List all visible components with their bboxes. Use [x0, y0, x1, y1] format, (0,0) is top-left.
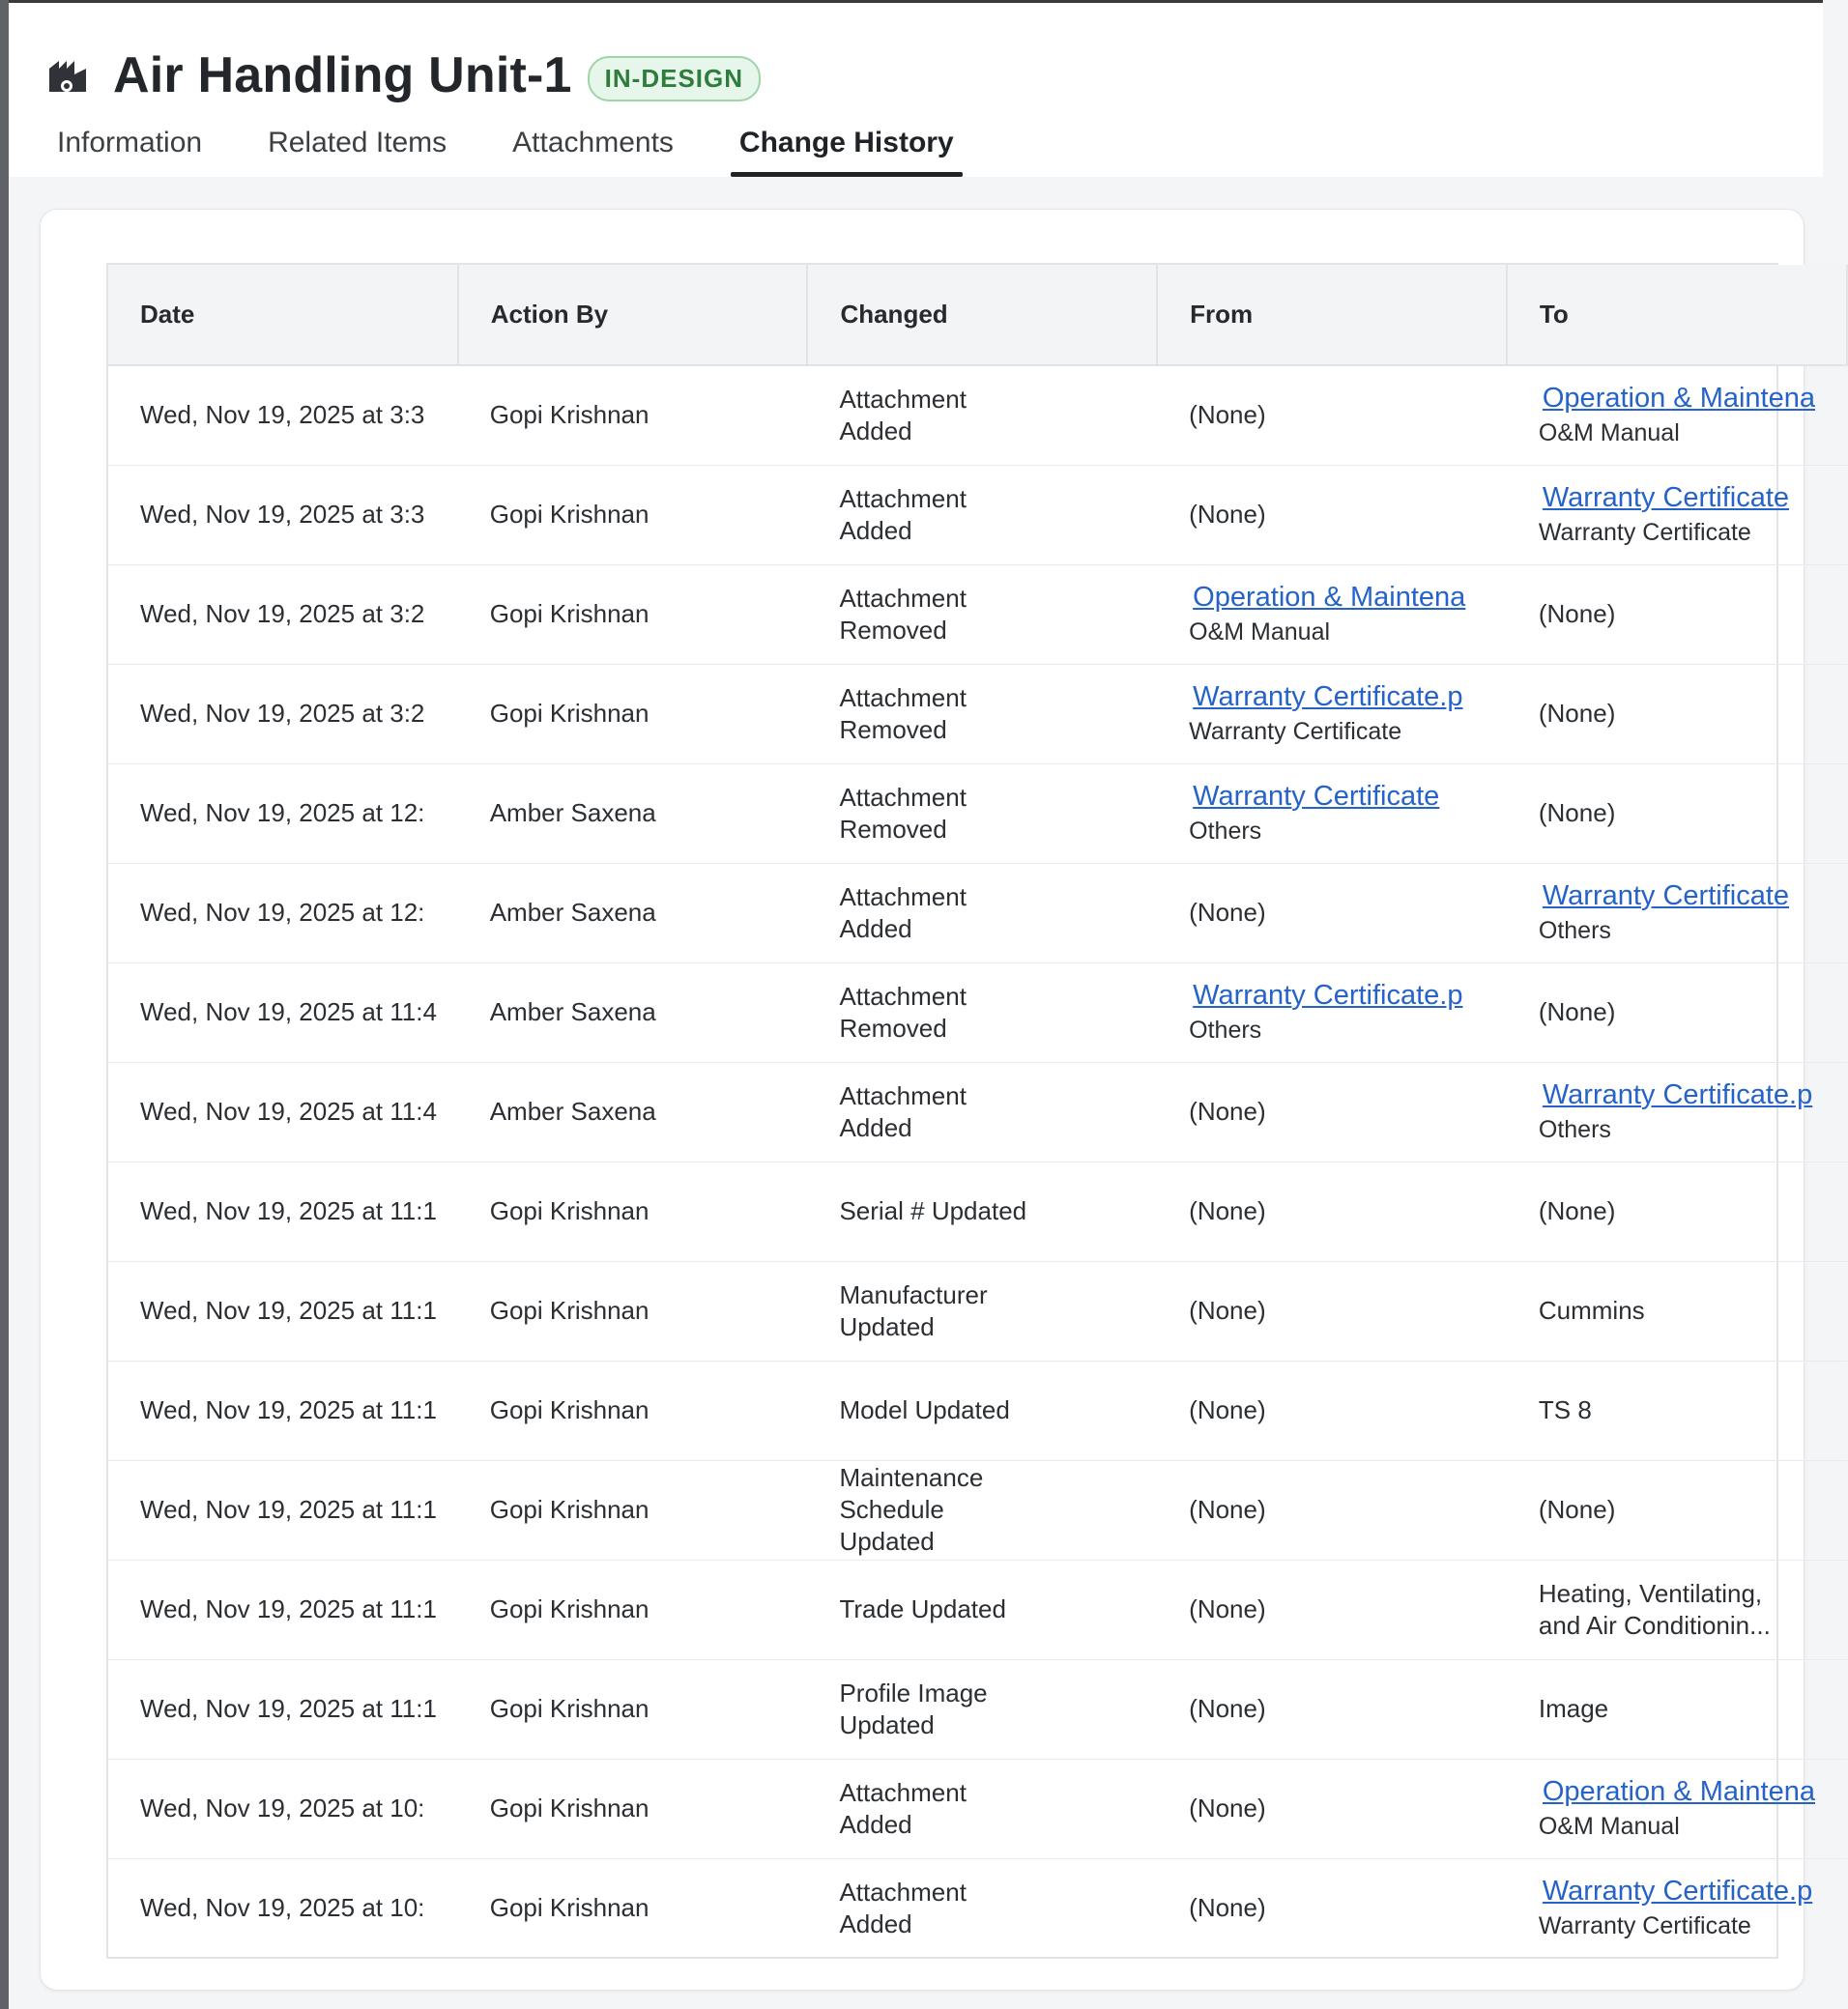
- table-body: [108, 365, 1847, 1958]
- action-by-value: Gopi Krishnan: [489, 1395, 650, 1424]
- date-value: Wed, Nov 19, 2025 at 12:: [140, 798, 425, 827]
- changed-value: Attachment Removed: [839, 682, 967, 744]
- column-header-to[interactable]: To: [1507, 265, 1847, 365]
- column-header-changed[interactable]: Changed: [807, 265, 1157, 365]
- cell-changed: [807, 1261, 1157, 1361]
- table-row[interactable]: [108, 1062, 1847, 1162]
- cell-from: [1157, 664, 1507, 763]
- table-row[interactable]: [108, 1361, 1847, 1460]
- cell-date: [108, 1062, 458, 1162]
- to-value: (None): [1538, 1196, 1616, 1225]
- table-row[interactable]: [108, 1261, 1847, 1361]
- to-attachment-category: O&M Manual: [1538, 418, 1680, 446]
- change-history-card: [40, 209, 1815, 1991]
- action-by-value: Gopi Krishnan: [489, 1196, 650, 1225]
- from-attachment-link[interactable]: Warranty Certificate.p: [1193, 680, 1463, 712]
- table-row[interactable]: [108, 763, 1847, 863]
- table-row[interactable]: [108, 1858, 1847, 1958]
- page-title: Air Handling Unit-1: [113, 47, 572, 103]
- date-value: Wed, Nov 19, 2025 at 11:1: [140, 1694, 437, 1723]
- changed-value: Attachment Added: [839, 1877, 967, 1938]
- date-value: Wed, Nov 19, 2025 at 11:1: [140, 1495, 437, 1524]
- cell-from: [1157, 564, 1507, 664]
- cell-from: [1157, 863, 1507, 962]
- cell-date: [108, 1261, 458, 1361]
- action-by-value: Gopi Krishnan: [489, 1296, 650, 1325]
- to-attachment-category: Others: [1538, 916, 1611, 944]
- cell-changed: [807, 1759, 1157, 1858]
- from-value: (None): [1189, 1296, 1266, 1325]
- cell-date: [108, 1858, 458, 1958]
- to-value: (None): [1538, 798, 1616, 827]
- cell-action-by: [458, 1460, 808, 1560]
- action-by-value: Amber Saxena: [489, 1097, 656, 1126]
- to-attachment-category: Warranty Certificate: [1538, 1911, 1751, 1939]
- to-attachment-category: Others: [1538, 1115, 1611, 1143]
- changed-value: Attachment Added: [839, 384, 967, 445]
- cell-action-by: [458, 664, 808, 763]
- changed-value: Trade Updated: [839, 1594, 1006, 1623]
- table-row[interactable]: [108, 1560, 1847, 1659]
- action-by-value: Amber Saxena: [489, 997, 656, 1026]
- cell-date: [108, 1560, 458, 1659]
- to-attachment-link[interactable]: Warranty Certificate: [1542, 481, 1790, 513]
- table-header-row: [108, 265, 1847, 365]
- cell-to: [1507, 1858, 1847, 1958]
- cell-action-by: [458, 1261, 808, 1361]
- changed-value: Attachment Added: [839, 1080, 967, 1142]
- cell-action-by: [458, 1361, 808, 1460]
- action-by-value: Gopi Krishnan: [489, 1694, 650, 1723]
- cell-changed: [807, 1858, 1157, 1958]
- to-value: TS 8: [1538, 1395, 1592, 1424]
- tab-related-items[interactable]: Related Items: [268, 127, 448, 158]
- date-value: Wed, Nov 19, 2025 at 10:: [140, 1794, 425, 1822]
- action-by-value: Gopi Krishnan: [489, 400, 650, 430]
- from-attachment-category: O&M Manual: [1189, 617, 1331, 646]
- cell-changed: [807, 763, 1157, 863]
- change-history-table-container[interactable]: [106, 263, 1815, 1959]
- table-row[interactable]: [108, 1162, 1847, 1261]
- date-value: Wed, Nov 19, 2025 at 11:4: [140, 997, 437, 1026]
- cell-to: [1507, 465, 1847, 564]
- date-value: Wed, Nov 19, 2025 at 3:3: [140, 500, 425, 529]
- action-by-value: Gopi Krishnan: [489, 599, 650, 628]
- table-row[interactable]: [108, 664, 1847, 763]
- to-attachment-link[interactable]: Warranty Certificate.p: [1542, 1078, 1813, 1110]
- cell-action-by: [458, 1062, 808, 1162]
- window-left-edge: [0, 0, 9, 2009]
- table-row[interactable]: [108, 365, 1847, 465]
- action-by-value: Gopi Krishnan: [489, 1495, 650, 1524]
- cell-date: [108, 465, 458, 564]
- changed-value: Manufacturer Updated: [839, 1279, 988, 1341]
- column-header-date[interactable]: Date: [108, 265, 458, 365]
- changed-value: Serial # Updated: [839, 1196, 1027, 1225]
- page-header: [9, 3, 1823, 177]
- cell-changed: [807, 1659, 1157, 1759]
- from-value: (None): [1189, 1196, 1266, 1225]
- cell-action-by: [458, 1560, 808, 1659]
- cell-from: [1157, 962, 1507, 1062]
- from-value: (None): [1189, 400, 1266, 430]
- action-by-value: Gopi Krishnan: [489, 699, 650, 728]
- to-attachment-link[interactable]: Operation & Maintena: [1542, 382, 1815, 414]
- cell-changed: [807, 863, 1157, 962]
- tab-attachments[interactable]: Attachments: [512, 127, 674, 158]
- table-row[interactable]: [108, 962, 1847, 1062]
- table-row[interactable]: [108, 564, 1847, 664]
- cell-changed: [807, 564, 1157, 664]
- from-attachment-link[interactable]: Warranty Certificate.p: [1193, 979, 1463, 1011]
- cell-changed: [807, 1062, 1157, 1162]
- date-value: Wed, Nov 19, 2025 at 11:1: [140, 1196, 437, 1225]
- to-value: (None): [1538, 1495, 1616, 1524]
- cell-from: [1157, 1460, 1507, 1560]
- cell-date: [108, 763, 458, 863]
- cell-from: [1157, 1759, 1507, 1858]
- cell-from: [1157, 1162, 1507, 1261]
- cell-action-by: [458, 465, 808, 564]
- cell-to: [1507, 564, 1847, 664]
- cell-date: [108, 1659, 458, 1759]
- action-by-value: Amber Saxena: [489, 798, 656, 827]
- action-by-value: Gopi Krishnan: [489, 1794, 650, 1822]
- cell-date: [108, 564, 458, 664]
- from-value: (None): [1189, 1594, 1266, 1623]
- date-value: Wed, Nov 19, 2025 at 3:2: [140, 699, 425, 728]
- cell-action-by: [458, 1659, 808, 1759]
- cell-from: [1157, 1659, 1507, 1759]
- cell-changed: [807, 664, 1157, 763]
- date-value: Wed, Nov 19, 2025 at 10:: [140, 1893, 425, 1923]
- changed-value: Attachment Removed: [839, 583, 967, 645]
- cell-from: [1157, 1858, 1507, 1958]
- to-value: Cummins: [1538, 1296, 1645, 1325]
- cell-changed: [807, 465, 1157, 564]
- cell-from: [1157, 465, 1507, 564]
- changed-value: Attachment Added: [839, 881, 967, 943]
- date-value: Wed, Nov 19, 2025 at 12:: [140, 898, 425, 927]
- date-value: Wed, Nov 19, 2025 at 11:1: [140, 1296, 437, 1325]
- cell-date: [108, 1162, 458, 1261]
- date-value: Wed, Nov 19, 2025 at 11:1: [140, 1594, 437, 1623]
- from-value: (None): [1189, 500, 1266, 529]
- cell-action-by: [458, 1759, 808, 1858]
- from-value: (None): [1189, 1097, 1266, 1126]
- cell-date: [108, 1460, 458, 1560]
- cell-date: [108, 664, 458, 763]
- column-header-from[interactable]: From: [1157, 265, 1507, 365]
- tab-change-history[interactable]: Change History: [731, 117, 963, 177]
- cell-changed: [807, 1361, 1157, 1460]
- cell-changed: [807, 1560, 1157, 1659]
- to-value: (None): [1538, 997, 1616, 1026]
- to-attachment-category: O&M Manual: [1538, 1812, 1680, 1840]
- action-by-value: Amber Saxena: [489, 898, 656, 927]
- to-value: (None): [1538, 699, 1616, 728]
- column-header-action-by[interactable]: Action By: [458, 265, 808, 365]
- from-value: (None): [1189, 1694, 1266, 1723]
- cell-date: [108, 962, 458, 1062]
- from-value: (None): [1189, 1893, 1266, 1923]
- tab-bar: [48, 117, 1011, 177]
- cell-to: [1507, 365, 1847, 465]
- cell-action-by: [458, 1162, 808, 1261]
- to-value: (None): [1538, 599, 1616, 628]
- from-attachment-category: Warranty Certificate: [1189, 717, 1402, 745]
- to-attachment-link[interactable]: Warranty Certificate.p: [1542, 1875, 1813, 1907]
- cell-action-by: [458, 763, 808, 863]
- status-badge: IN-DESIGN: [588, 56, 761, 101]
- from-value: (None): [1189, 898, 1266, 927]
- title-row: [43, 42, 761, 109]
- cell-changed: [807, 1460, 1157, 1560]
- cell-from: [1157, 1261, 1507, 1361]
- to-attachment-category: Warranty Certificate: [1538, 518, 1751, 546]
- cell-to: [1507, 1460, 1847, 1560]
- cell-date: [108, 365, 458, 465]
- changed-value: Attachment Added: [839, 1777, 967, 1839]
- changed-value: Attachment Added: [839, 483, 967, 545]
- date-value: Wed, Nov 19, 2025 at 11:4: [140, 1097, 437, 1126]
- action-by-value: Gopi Krishnan: [489, 500, 650, 529]
- cell-action-by: [458, 1858, 808, 1958]
- changed-value: Profile Image Updated: [839, 1678, 988, 1739]
- cell-action-by: [458, 365, 808, 465]
- tab-information[interactable]: Information: [57, 127, 203, 158]
- from-attachment-category: Others: [1189, 817, 1262, 845]
- cell-to: [1507, 1759, 1847, 1858]
- cell-to: [1507, 962, 1847, 1062]
- changed-value: Maintenance Schedule Updated: [839, 1463, 984, 1556]
- change-history-table: [108, 265, 1848, 1958]
- cell-from: [1157, 365, 1507, 465]
- to-attachment-link[interactable]: Operation & Maintena: [1542, 1775, 1815, 1807]
- cell-to: [1507, 1162, 1847, 1261]
- cell-date: [108, 1361, 458, 1460]
- cell-changed: [807, 1162, 1157, 1261]
- cell-to: [1507, 1062, 1847, 1162]
- date-value: Wed, Nov 19, 2025 at 11:1: [140, 1395, 437, 1424]
- table-row[interactable]: [108, 1759, 1847, 1858]
- cell-action-by: [458, 962, 808, 1062]
- from-attachment-link[interactable]: Operation & Maintena: [1193, 581, 1466, 613]
- cell-to: [1507, 763, 1847, 863]
- cell-to: [1507, 1261, 1847, 1361]
- cell-from: [1157, 1560, 1507, 1659]
- action-by-value: Gopi Krishnan: [489, 1594, 650, 1623]
- cell-action-by: [458, 863, 808, 962]
- table-row[interactable]: [108, 465, 1847, 564]
- to-attachment-link[interactable]: Warranty Certificate: [1542, 879, 1790, 911]
- cell-changed: [807, 365, 1157, 465]
- date-value: Wed, Nov 19, 2025 at 3:2: [140, 599, 425, 628]
- action-by-value: Gopi Krishnan: [489, 1893, 650, 1923]
- cell-to: [1507, 1361, 1847, 1460]
- table-row[interactable]: [108, 1460, 1847, 1560]
- cell-date: [108, 1759, 458, 1858]
- from-value: (None): [1189, 1395, 1266, 1424]
- date-value: Wed, Nov 19, 2025 at 3:3: [140, 400, 425, 430]
- cell-to: [1507, 664, 1847, 763]
- cell-from: [1157, 763, 1507, 863]
- cell-changed: [807, 962, 1157, 1062]
- from-attachment-category: Others: [1189, 1016, 1262, 1044]
- changed-value: Attachment Removed: [839, 981, 967, 1043]
- from-attachment-link[interactable]: Warranty Certificate: [1193, 780, 1440, 812]
- table-row[interactable]: [108, 863, 1847, 962]
- cell-to: [1507, 863, 1847, 962]
- cell-to: [1507, 1659, 1847, 1759]
- cell-to: [1507, 1560, 1847, 1659]
- to-value: Heating, Ventilating, and Air Conditionin...: [1538, 1578, 1771, 1640]
- cell-from: [1157, 1062, 1507, 1162]
- table-row[interactable]: [108, 1659, 1847, 1759]
- changed-value: Attachment Removed: [839, 782, 967, 844]
- changed-value: Model Updated: [839, 1395, 1010, 1424]
- asset-icon: [43, 51, 92, 100]
- cell-date: [108, 863, 458, 962]
- to-value: Image: [1538, 1694, 1609, 1723]
- cell-from: [1157, 1361, 1507, 1460]
- from-value: (None): [1189, 1495, 1266, 1524]
- cell-action-by: [458, 564, 808, 664]
- from-value: (None): [1189, 1794, 1266, 1822]
